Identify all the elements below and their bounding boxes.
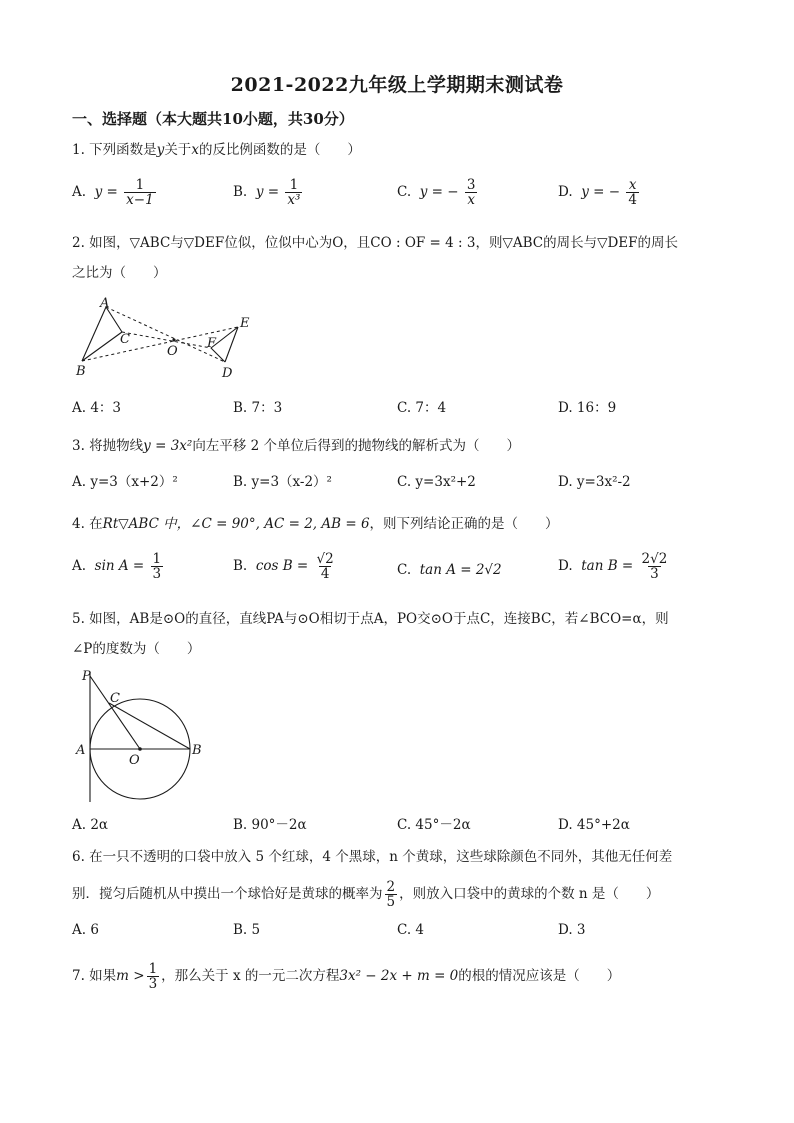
question-2-line-1: 2. 如图，▽ABC与▽DEF位似，位似中心为O，且CO : OF = 4 : 3，则▽ABC的周长与▽DEF的周长 — [72, 235, 679, 251]
text-fragment: 向左平移 2 个单位后得到的抛物线的解析式为（ ） — [192, 438, 520, 454]
text-fragment: 1 — [152, 551, 162, 567]
q1-option-b[interactable] — [233, 178, 304, 207]
text-fragment: 3 — [148, 976, 158, 993]
q5-option-b[interactable]: B. 90°－2α — [233, 817, 307, 833]
text-fragment: B. — [233, 558, 248, 575]
text-fragment: D. — [558, 184, 573, 201]
q2-option-d[interactable]: D. 16：9 — [558, 400, 617, 416]
text-fragment: tan A = 2√2 — [419, 562, 502, 578]
question-5-line-2: ∠P的度数为（ ） — [72, 641, 201, 657]
q3-option-c[interactable]: C. y=3x²+2 — [397, 474, 476, 490]
q1-option-d[interactable] — [558, 178, 641, 207]
text-fragment: 4. 在 — [72, 516, 103, 532]
text-fragment: y = 3x² — [143, 438, 193, 454]
text-fragment: 3 — [650, 566, 659, 583]
text-fragment: √2 — [316, 551, 334, 567]
label-A: A — [76, 743, 86, 758]
label-O: O — [167, 344, 178, 359]
q2-figure — [72, 295, 262, 385]
question-7 — [72, 962, 620, 991]
text-fragment: 5 — [386, 894, 396, 911]
text-fragment: x — [628, 177, 637, 193]
label-D: D — [222, 366, 233, 381]
q2-option-c[interactable]: C. 7：4 — [397, 400, 447, 416]
question-3 — [72, 436, 520, 456]
q1-option-a[interactable] — [72, 178, 158, 207]
label-P: P — [82, 669, 91, 684]
q6-option-d[interactable]: D. 3 — [558, 922, 586, 938]
text-fragment: 4 — [320, 566, 330, 583]
text-fragment: 1 — [135, 177, 145, 193]
text-fragment: A. — [72, 184, 87, 201]
q5-option-c[interactable]: C. 45°－2α — [397, 817, 471, 833]
q3-option-b[interactable]: B. y=3（x-2）² — [233, 474, 332, 490]
q5-figure — [72, 668, 212, 808]
text-fragment: 2√2 — [641, 551, 668, 567]
text-fragment: 1 — [148, 961, 158, 977]
label-B: B — [192, 743, 202, 758]
text-fragment: C. — [397, 562, 412, 578]
q4-option-d[interactable] — [558, 552, 671, 581]
q5-option-a[interactable]: A. 2α — [72, 817, 109, 833]
text-fragment: x — [467, 192, 475, 209]
text-fragment: tan B = — [581, 558, 634, 575]
text-fragment: ，则放入口袋中的黄球的个数 n 是（ ） — [399, 886, 660, 903]
text-fragment: sin A = — [94, 558, 145, 575]
text-fragment: 3 — [466, 177, 476, 193]
q1-option-c[interactable] — [397, 178, 479, 207]
text-fragment: 4 — [628, 192, 637, 209]
label-F: F — [207, 336, 217, 351]
text-fragment: ，那么关于 x 的一元二次方程 — [161, 968, 340, 985]
question-2-line-2: 之比为（ ） — [72, 265, 167, 281]
question-1 — [72, 140, 361, 160]
text-fragment: 1. 下列函数是 — [72, 142, 157, 158]
question-4 — [72, 514, 559, 534]
q6-option-b[interactable]: B. 5 — [233, 922, 261, 938]
text-fragment: cos B = — [255, 558, 309, 575]
text-fragment: 1 — [289, 177, 299, 193]
label-B: B — [76, 364, 86, 379]
q4-option-c[interactable] — [397, 560, 502, 580]
text-fragment: Rt▽ABC 中，∠C = 90°, AC = 2, AB = 6 — [102, 516, 370, 532]
label-O: O — [129, 753, 140, 768]
q5-option-d[interactable]: D. 45°+2α — [558, 817, 630, 833]
label-C: C — [120, 332, 130, 347]
q4-option-a[interactable] — [72, 552, 165, 581]
text-fragment: y = − — [419, 184, 459, 201]
text-fragment: C. — [397, 184, 412, 201]
q3-option-d[interactable]: D. y=3x²-2 — [558, 474, 631, 490]
question-6-line-1: 6. 在一只不透明的口袋中放入 5 个红球，4 个黑球，n 个黄球，这些球除颜色不同外，其他无任何差 — [72, 849, 673, 865]
text-fragment: 3 — [152, 566, 162, 583]
label-C: C — [110, 691, 120, 706]
q6-option-a[interactable]: A. 6 — [72, 922, 99, 938]
question-6-line-2 — [72, 880, 659, 909]
text-fragment: y — [156, 142, 165, 158]
text-fragment: y = − — [581, 184, 621, 201]
q4-option-b[interactable] — [233, 552, 338, 581]
text-fragment: D. — [558, 558, 573, 575]
text-fragment: B. — [233, 184, 248, 201]
label-A: A — [100, 296, 110, 311]
label-E: E — [240, 316, 250, 331]
text-fragment: 7. 如果 — [72, 968, 117, 985]
page-title: 2021-2022九年级上学期期末测试卷 — [230, 74, 564, 96]
text-fragment: x — [191, 142, 199, 158]
text-fragment: 的反比例函数的是（ ） — [198, 142, 361, 158]
text-fragment: 3x² − 2x + m = 0 — [339, 968, 459, 985]
q2-option-a[interactable]: A. 4：3 — [72, 400, 122, 416]
text-fragment: 的根的情况应该是（ ） — [458, 968, 621, 985]
section-heading: 一、选择题（本大题共10小题，共30分） — [72, 110, 354, 128]
text-fragment: 关于 — [164, 142, 192, 158]
text-fragment: m > — [116, 968, 145, 985]
text-fragment: A. — [72, 558, 87, 575]
text-fragment: x−1 — [126, 192, 154, 209]
text-fragment: 3. 将抛物线 — [72, 438, 144, 454]
text-fragment: y = — [94, 184, 118, 201]
text-fragment: y = — [255, 184, 280, 201]
q6-option-c[interactable]: C. 4 — [397, 922, 425, 938]
text-fragment: 2 — [386, 879, 396, 895]
text-fragment: x³ — [287, 192, 301, 209]
question-5-line-1: 5. 如图，AB是⊙O的直径，直线PA与⊙O相切于点A，PO交⊙O于点C，连接BC，若∠BCO=α，则 — [72, 611, 669, 627]
q2-option-b[interactable]: B. 7：3 — [233, 400, 283, 416]
q3-option-a[interactable]: A. y=3（x+2）² — [72, 474, 178, 490]
text-fragment: 别．搅匀后随机从中摸出一个球恰好是黄球的概率为 — [72, 886, 383, 903]
text-fragment: ，则下列结论正确的是（ ） — [369, 516, 559, 532]
